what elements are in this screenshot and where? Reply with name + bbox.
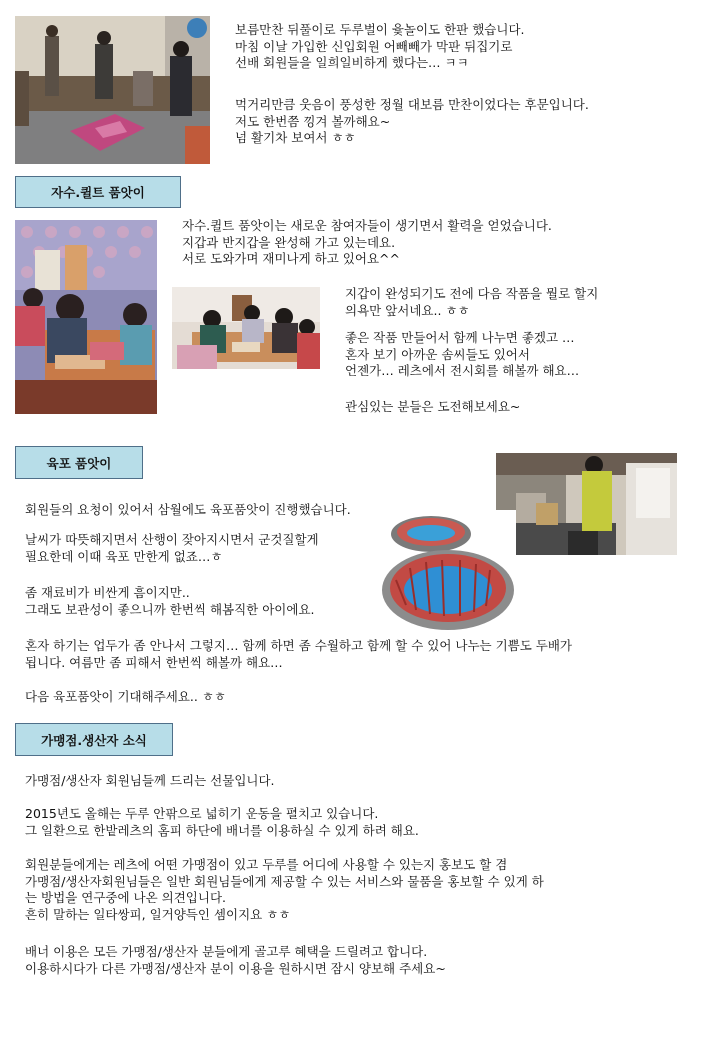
text-line: 혼자 하기는 업두가 좀 안나서 그렇지… 함께 하면 좀 수월하고 함께 할 수 있어 나누는 기쁨도 두배가 [25,638,573,653]
section1-paragraph2 [235,97,589,147]
text-line: 선배 회원들을 일희일비하게 했다는… ㅋㅋ [235,55,469,70]
text-line: 지갑과 반지갑을 완성해 가고 있는데요. [182,234,396,250]
jerky-kitchen-photo [496,453,677,555]
text-line: 다음 육포품앗이 기대해주세요.. ㅎㅎ [25,689,226,704]
text-line: 2015년도 올해는 두루 안팎으로 넓히기 운동을 펼치고 있습니다. [25,806,379,821]
text-line: 흔히 말하는 일타쌍피, 일거양득인 셈이지요 ㅎㅎ [25,906,291,922]
jerky-paragraph5 [25,689,226,706]
text-line: 이용하시다가 다른 가맹점/생산자 분이 이용을 원하시면 잠시 양보해 주세요~ [25,960,446,976]
jerky-paragraph2 [25,532,319,565]
jerky-paragraph1 [25,502,351,519]
quilt-paragraph2 [345,330,579,380]
text-line: 좀 재료비가 비싼게 흠이지만.. [25,585,190,600]
jerky-paragraph4 [25,638,572,671]
section-title-jerky: 육포 품앗이 [15,446,143,479]
jerky-paragraph3 [25,585,315,618]
text-line: 회원들의 요청이 있어서 삼월에도 육포품앗이 진행했습니다. [25,502,351,517]
text-line: 좋은 작품 만들어서 함께 나누면 좋겠고 … [345,330,575,345]
text-line: 가맹점/생산자 회원님들께 드리는 선물입니다. [25,773,275,788]
text-line: 서로 도와가며 재미나게 하고 있어요^^ [182,251,400,266]
affiliates-paragraph1 [25,773,275,790]
text-line: 마침 이날 가입한 신입회원 어빼빼가 막판 뒤집기로 [235,38,513,54]
yutnori-photo [15,16,210,164]
text-line: 배너 이용은 모든 가맹점/생산자 분들에게 골고루 혜택을 드릴려고 합니다. [25,944,428,959]
text-line: 저도 한번쯤 낑겨 볼까해요~ [235,113,391,129]
quilt-group-photo [15,220,157,414]
text-line: 자수.퀼트 품앗이는 새로운 참여자들이 생기면서 활력을 얻었습니다. [182,218,552,233]
affiliates-paragraph3 [25,857,544,923]
quilt-paragraph1 [345,286,598,319]
section-title-affiliates: 가맹점.생산자 소식 [15,723,173,756]
text-line: 넘 활기차 보여서 ㅎㅎ [235,130,356,145]
text-line: 지갑이 완성되기도 전에 다음 작품을 뭘로 할지 [345,286,599,301]
quilt-paragraph3 [345,399,520,416]
text-line: 날씨가 따뜻해지면서 산행이 잦아지시면서 군것질할게 [25,532,319,547]
affiliates-paragraph4 [25,944,446,977]
text-line: 보름만찬 뒤풀이로 두루벌이 윷놀이도 한판 했습니다. [235,22,525,37]
section-title-quilt: 자수.퀼트 품앗이 [15,176,181,208]
jerky-bowls-photo [376,510,516,635]
text-line: 필요한데 이때 육포 만한게 없죠…ㅎ [25,548,223,564]
quilt-table-photo [172,287,320,369]
text-line: 가맹점/생산자회원님들은 일반 회원님들에게 제공할 수 있는 서비스와 물품을 홍보할 수 있게 하 [25,873,544,889]
text-line: 의욕만 앞서네요.. ㅎㅎ [345,302,470,318]
text-line: 언젠가… 레츠에서 전시회를 해볼까 해요… [345,363,580,378]
text-line: 는 방법을 연구중에 나온 의견입니다. [25,890,226,905]
text-line: 혼자 보기 아까운 솜씨들도 있어서 [345,346,530,362]
text-line: 그래도 보관성이 좋으니까 한번씩 해봄직한 아이에요. [25,601,315,617]
affiliates-paragraph2 [25,806,419,839]
section1-paragraph1 [235,22,525,72]
text-line: 됩니다. 여름만 좀 피해서 한번씩 해볼까 해요… [25,654,283,670]
text-line: 먹거리만큼 웃음이 풍성한 정월 대보름 만찬이었다는 후문입니다. [235,97,589,112]
quilt-intro [182,218,552,268]
text-line: 회원분들에게는 레츠에 어떤 가맹점이 있고 두루를 어디에 사용할 수 있는지 홍보도 할 겸 [25,857,508,872]
text-line: 관심있는 분들은 도전해보세요~ [345,399,521,414]
text-line: 그 일환으로 한밭레츠의 홈피 하단에 배너를 이용하실 수 있게 하려 해요. [25,822,419,838]
